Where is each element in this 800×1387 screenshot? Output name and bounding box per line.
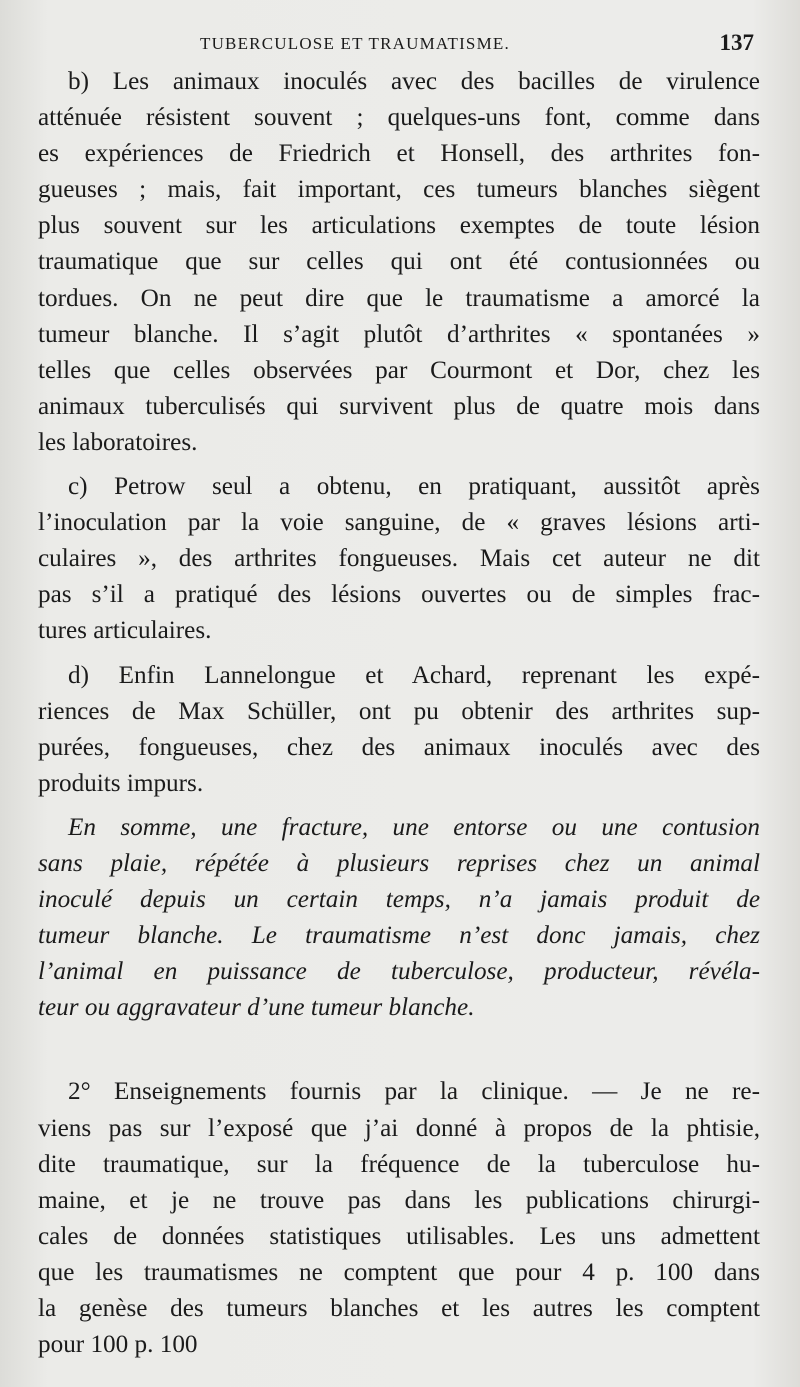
text-line: b) Les animaux inoculés avec des bacilles de virulence xyxy=(68,68,760,95)
paragraph-spacer xyxy=(38,802,760,810)
text-line: plus souvent sur les articulations exemptes de toute lésion xyxy=(38,212,760,240)
text-line: pour 100 p. 100 xyxy=(38,1331,198,1359)
text-line: En somme, une fracture, une entorse ou une contusion xyxy=(68,813,760,841)
text-line: animaux tuberculisés qui survivent plus de quatre mois dans xyxy=(38,392,760,420)
running-head: TUBERCULOSE ET TRAUMATISME. xyxy=(200,34,510,53)
text-line: purées, fongueuses, chez des animaux inoculés avec des xyxy=(38,733,760,761)
text-line: l’animal en puissance de tuberculose, producteur, révéla- xyxy=(38,958,760,986)
text-line: tures articulaires. xyxy=(38,617,212,645)
text-line: les laboratoires. xyxy=(38,428,198,456)
text-line: tumeur blanche. Le traumatisme n’est donc jamais, chez xyxy=(38,922,760,950)
page-number: 137 xyxy=(719,30,754,55)
text-line: l’inoculation par la voie sanguine, de « graves lésions arti- xyxy=(38,509,760,537)
text-line: es expériences de Friedrich et Honsell, des arthrites fon- xyxy=(38,140,760,168)
text-line: viens pas sur l’exposé que j’ai donné à propos de la phtisie, xyxy=(38,1114,760,1142)
text-line: traumatique que sur celles qui ont été contusionnées ou xyxy=(38,248,760,276)
text-line: dite traumatique, sur la fréquence de la tuberculose hu- xyxy=(38,1150,760,1178)
page-header xyxy=(38,24,760,64)
text-line: c) Petrow seul a obtenu, en pratiquant, aussitôt après xyxy=(68,473,760,501)
text-line: pas s’il a pratiqué des lésions ouvertes ou de simples frac- xyxy=(38,581,760,609)
paragraph-spacer xyxy=(38,650,760,658)
text-line: sans plaie, répétée à plusieurs reprises chez un animal xyxy=(38,849,760,877)
text-line: tordues. On ne peut dire que le traumatisme a amorcé la xyxy=(38,284,760,312)
text-line: riences de Max Schüller, ont pu obtenir des arthrites sup- xyxy=(38,697,760,725)
text-line: gueuses ; mais, fait important, ces tumeurs blanches siègent xyxy=(38,176,760,204)
text-line: telles que celles observées par Courmont et Dor, chez les xyxy=(38,356,760,384)
text-line: culaires », des arthrites fongueuses. Mais cet auteur ne dit xyxy=(38,545,760,573)
paragraph-clinique xyxy=(38,1074,760,1363)
text-line: cales de données statistiques utilisables. Les uns admettent xyxy=(38,1222,760,1250)
text-line: inoculé depuis un certain temps, n’a jamais produit de xyxy=(38,886,760,914)
paragraph-d xyxy=(38,658,760,802)
text-line: teur ou aggravateur d’une tumeur blanche. xyxy=(38,994,475,1022)
text-line: la genèse des tumeurs blanches et les autres les comptent xyxy=(38,1295,760,1322)
text-line: 2° Enseignements fournis par la clinique. — Je ne re- xyxy=(68,1078,760,1106)
text-line: d) Enfin Lannelongue et Achard, reprenant les expé- xyxy=(68,661,760,689)
text-line: produits impurs. xyxy=(38,769,204,797)
paragraph-c xyxy=(38,469,760,649)
text-line: atténuée résistent souvent ; quelques-uns font, comme dans xyxy=(38,104,760,132)
paragraph-summary xyxy=(38,810,760,1027)
paragraph-b xyxy=(38,64,760,461)
paragraph-spacer xyxy=(38,461,760,469)
text-line: tumeur blanche. Il s’agit plutôt d’arthrites « spontanées » xyxy=(38,320,760,348)
text-line: maine, et je ne trouve pas dans les publications chirurgi- xyxy=(38,1186,760,1214)
section-spacer xyxy=(38,1026,760,1074)
text-line: que les traumatismes ne comptent que pour 4 p. 100 dans xyxy=(38,1258,760,1286)
